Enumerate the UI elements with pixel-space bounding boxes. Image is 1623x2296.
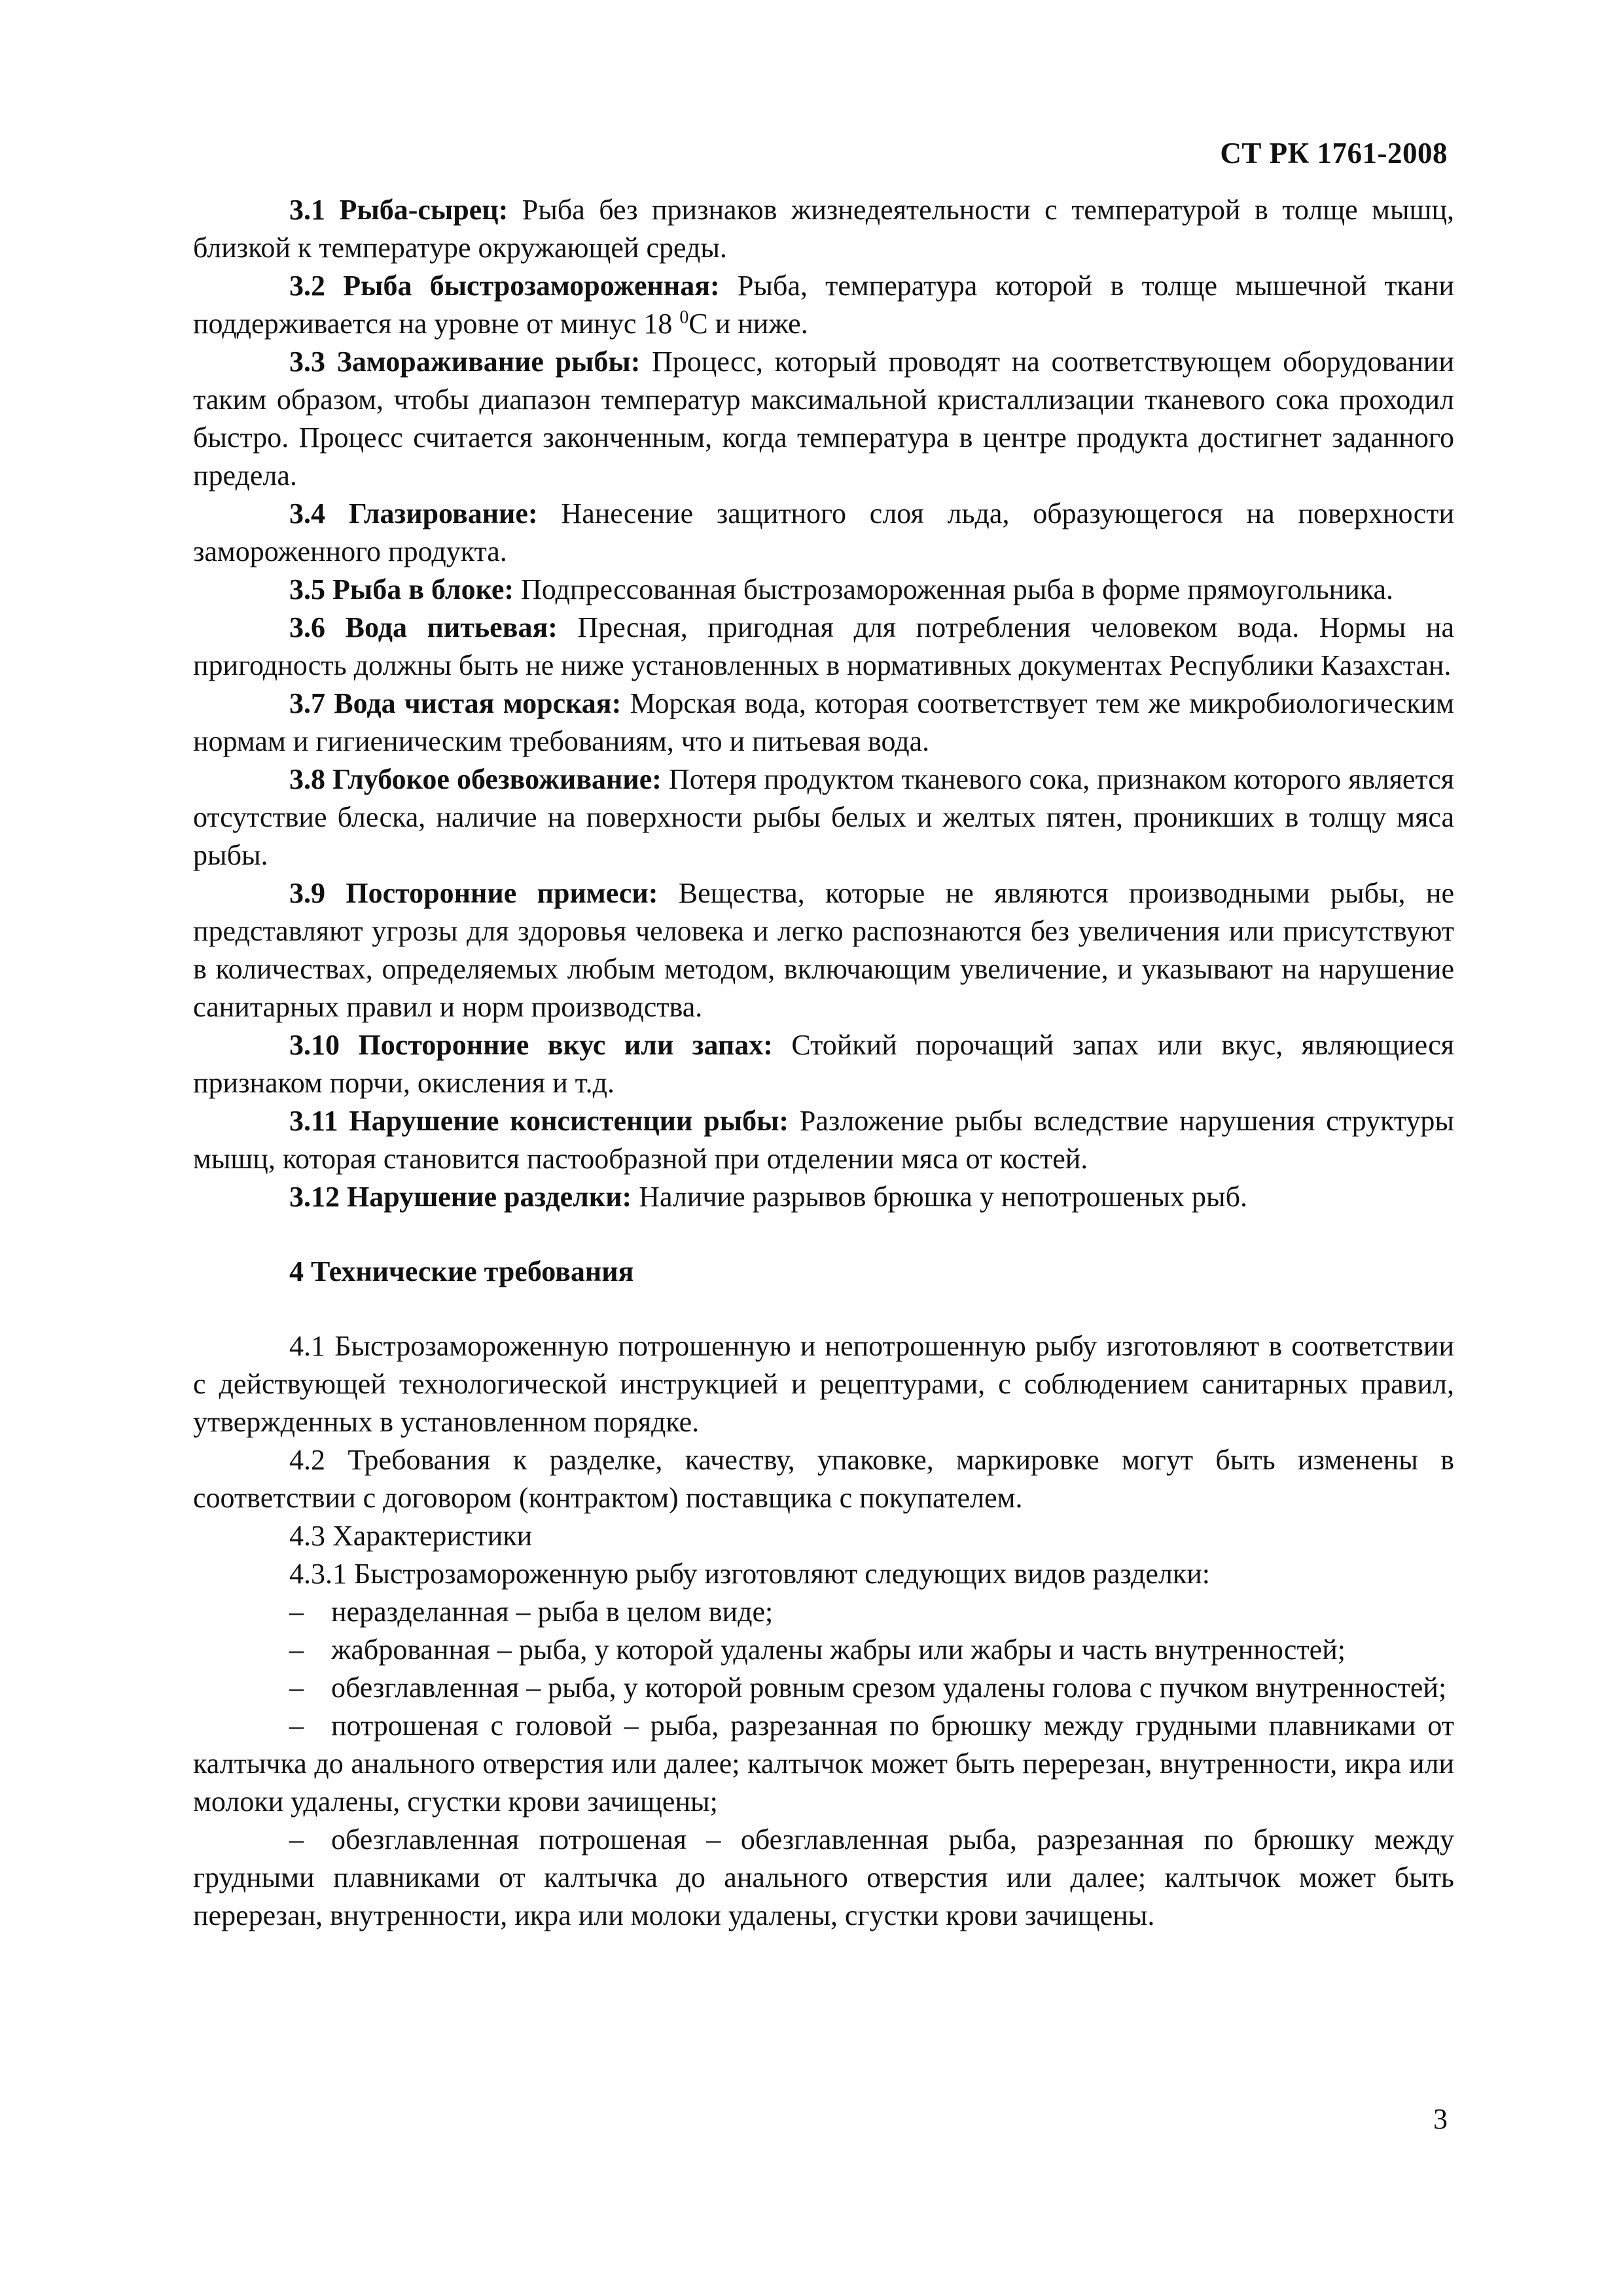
- definition-text: Вещества, которые не являются производными рыбы, не представляют угрозы для здоровья человека и легко распознаются без увеличения или присутствуют в количествах, определяемых любым методом, включающим увеличение, и указывают на нарушение санитарных правил и норм производства.: [193, 877, 1454, 1023]
- dash-marker: –: [289, 1596, 304, 1628]
- list-item-text: обезглавленная потрошеная – обезглавленная рыба, разрезанная по брюшку между грудными плавниками от калтычка до анального отверстия или далее; калтычок может быть перерезан, внутренности, икра или молоки удалены, сгустки крови зачищены.: [193, 1823, 1454, 1931]
- definition-3-12: [193, 1178, 1454, 1216]
- definition-3-6: [193, 609, 1454, 685]
- definition-3-4: [193, 495, 1454, 571]
- list-item: [193, 1593, 1454, 1631]
- definition-text: Рыба без признаков жизнедеятельности с температурой в толще мышц, близкой к температуре окружающей среды.: [193, 194, 1454, 264]
- definition-text: Процесс, который проводят на соответствующем оборудовании таким образом, чтобы диапазон температур максимальной кристаллизации тканевого сока проходил быстро. Процесс считается законченным, когда температура в центре продукта достигнет заданного предела.: [193, 346, 1454, 492]
- definition-3-10: [193, 1026, 1454, 1102]
- term: 3.2 Рыба быстрозамороженная:: [289, 270, 720, 302]
- term: 3.11 Нарушение консистенции рыбы:: [289, 1105, 789, 1137]
- definition-text: Разложение рыбы вследствие нарушения структуры мышц, которая становится пастообразной при отделении мяса от костей.: [193, 1105, 1454, 1175]
- definition-text: Подпрессованная быстрозамороженная рыба в форме прямоугольника.: [514, 573, 1394, 605]
- dash-marker: –: [289, 1634, 304, 1666]
- definition-text: Морская вода, которая соответствует тем же микробиологическим нормам и гигиеническим требованиям, что и питьевая вода.: [193, 687, 1454, 757]
- definition-text: Нанесение защитного слоя льда, образующегося на поверхности замороженного продукта.: [193, 497, 1454, 567]
- definition-text: Рыба, температура которой в толще мышечной ткани поддерживается на уровне от минус 18: [193, 270, 1454, 340]
- definition-text: Потеря продуктом тканевого сока, признаком которого является отсутствие блеска, наличие на поверхности рыбы белых и желтых пятен, проникших в толщу мяса рыбы.: [193, 763, 1454, 871]
- list-item: [193, 1669, 1454, 1707]
- list-item: [193, 1707, 1454, 1821]
- term: 3.12 Нарушение разделки:: [289, 1181, 632, 1213]
- term: 3.10 Посторонние вкус или запах:: [289, 1029, 773, 1061]
- paragraph-4-2: 4.2 Требования к разделке, качеству, упаковке, маркировке могут быть изменены в соответствии с договором (контрактом) поставщика с покупателем.: [193, 1444, 1454, 1514]
- definition-text: Пресная, пригодная для потребления человеком вода. Нормы на пригодность должны быть не ниже установленных в нормативных документах Республики Казахстан.: [193, 611, 1455, 681]
- page-number: 3: [1433, 2103, 1448, 2135]
- term: 3.4 Глазирование:: [289, 497, 538, 529]
- term: 3.5 Рыба в блоке:: [289, 573, 514, 605]
- definition-3-2: [193, 267, 1454, 343]
- definition-3-5: [193, 571, 1454, 609]
- list-item: [193, 1821, 1454, 1935]
- term: 3.1 Рыба-сырец:: [289, 194, 508, 226]
- document-body: [193, 191, 1454, 1935]
- definition-3-1: [193, 191, 1454, 267]
- dash-marker: –: [289, 1823, 304, 1856]
- list-item-text: жаброванная – рыба, у которой удалены жабры или жабры и часть внутренностей;: [331, 1634, 1346, 1666]
- standard-number: СТ РК 1761-2008: [1220, 137, 1448, 170]
- paragraph-4-1: 4.1 Быстрозамороженную потрошенную и непотрошенную рыбу изготовляют в соответствии с действующей технологической инструкцией и рецептурами, с соблюдением санитарных правил, утвержденных в установленном порядке.: [193, 1330, 1454, 1438]
- section-heading: 4 Технические требования: [289, 1255, 634, 1287]
- term: 3.9 Посторонние примеси:: [289, 877, 658, 909]
- list-item-text: потрошеная с головой – рыба, разрезанная по брюшку между грудными плавниками от калтычка до анального отверстия или далее; калтычок может быть перерезан, внутренности, икра или молоки удалены, сгустки крови зачищены;: [193, 1710, 1454, 1818]
- definition-text: Стойкий порочащий запах или вкус, являющиеся признаком порчи, окисления и т.д.: [193, 1029, 1454, 1099]
- term: 3.7 Вода чистая морская:: [289, 687, 622, 719]
- definition-3-9: [193, 874, 1454, 1026]
- definition-3-11: [193, 1102, 1454, 1178]
- list-item-text: обезглавленная – рыба, у которой ровным срезом удалены голова с пучком внутренностей;: [331, 1672, 1447, 1704]
- dash-marker: –: [289, 1672, 304, 1704]
- paragraph-4-3: 4.3 Характеристики: [289, 1520, 533, 1552]
- term: 3.3 Замораживание рыбы:: [289, 346, 641, 378]
- definition-3-7: [193, 685, 1454, 761]
- definition-text: Наличие разрывов брюшка у непотрошеных рыб.: [632, 1181, 1247, 1213]
- degree-superscript: 0: [679, 307, 689, 328]
- definition-3-8: [193, 761, 1454, 874]
- list-item-text: неразделанная – рыба в целом виде;: [331, 1596, 774, 1628]
- paragraph-4-3-1: 4.3.1 Быстрозамороженную рыбу изготовляют следующих видов разделки:: [289, 1558, 1210, 1590]
- list-item: [193, 1631, 1454, 1669]
- definition-text-end: С и ниже.: [688, 308, 808, 340]
- dash-marker: –: [289, 1710, 304, 1742]
- term: 3.8 Глубокое обезвоживание:: [289, 763, 662, 795]
- term: 3.6 Вода питьевая:: [289, 611, 558, 643]
- definition-3-3: [193, 343, 1454, 495]
